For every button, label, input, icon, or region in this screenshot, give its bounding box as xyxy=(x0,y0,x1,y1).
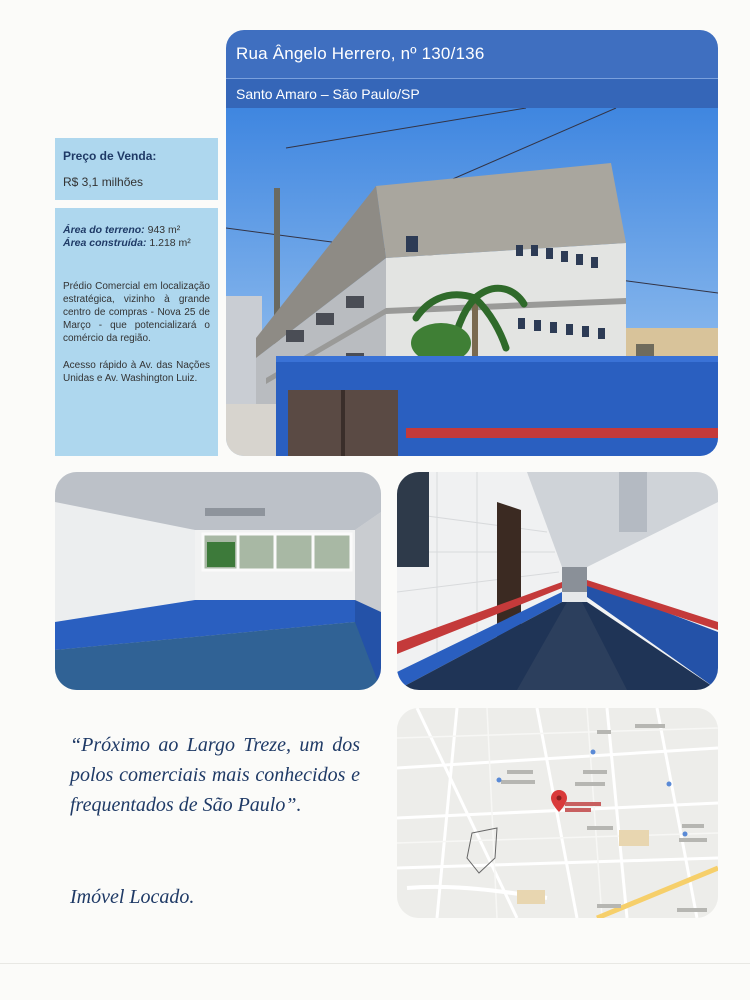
price-value: R$ 3,1 milhões xyxy=(63,175,144,189)
address-header xyxy=(226,30,718,108)
scan-edge-line xyxy=(0,963,750,964)
access-description: Acesso rápido à Av. das Nações Unidas e Av. Washington Luiz. xyxy=(63,360,210,384)
location-map xyxy=(397,708,718,918)
price-label: Preço de Venda: xyxy=(63,149,157,163)
details-panel xyxy=(55,208,218,456)
room-illustration xyxy=(55,472,381,690)
location-band xyxy=(226,78,718,109)
interior-room-photo xyxy=(55,472,381,690)
price-panel xyxy=(55,138,218,200)
land-area-label: Área do terreno: xyxy=(63,224,145,236)
built-area-value: 1.218 m² xyxy=(149,237,191,249)
lease-status: Imóvel Locado. xyxy=(70,886,195,908)
land-area-line xyxy=(63,224,210,237)
land-area-value: 943 m² xyxy=(147,224,181,236)
corridor-illustration xyxy=(397,472,718,690)
built-area-line xyxy=(63,237,210,250)
building-exterior-photo xyxy=(226,108,718,456)
interior-corridor-photo xyxy=(397,472,718,690)
location-subtitle: Santo Amaro – São Paulo/SP xyxy=(236,86,420,102)
built-area-label: Área construída: xyxy=(63,237,147,249)
property-description: Prédio Comercial em localização estratégica, vizinho à grande centro de compras - Nova 25 de Março - que potencializará o comércio da região. xyxy=(63,281,210,344)
address-title: Rua Ângelo Herrero, nº 130/136 xyxy=(236,44,485,63)
street-map-illustration xyxy=(397,708,718,918)
building-illustration xyxy=(226,108,718,456)
location-quote: “Próximo ao Largo Treze, um dos polos comerciais mais conhecidos e frequentados de São Paulo”. xyxy=(70,734,360,816)
